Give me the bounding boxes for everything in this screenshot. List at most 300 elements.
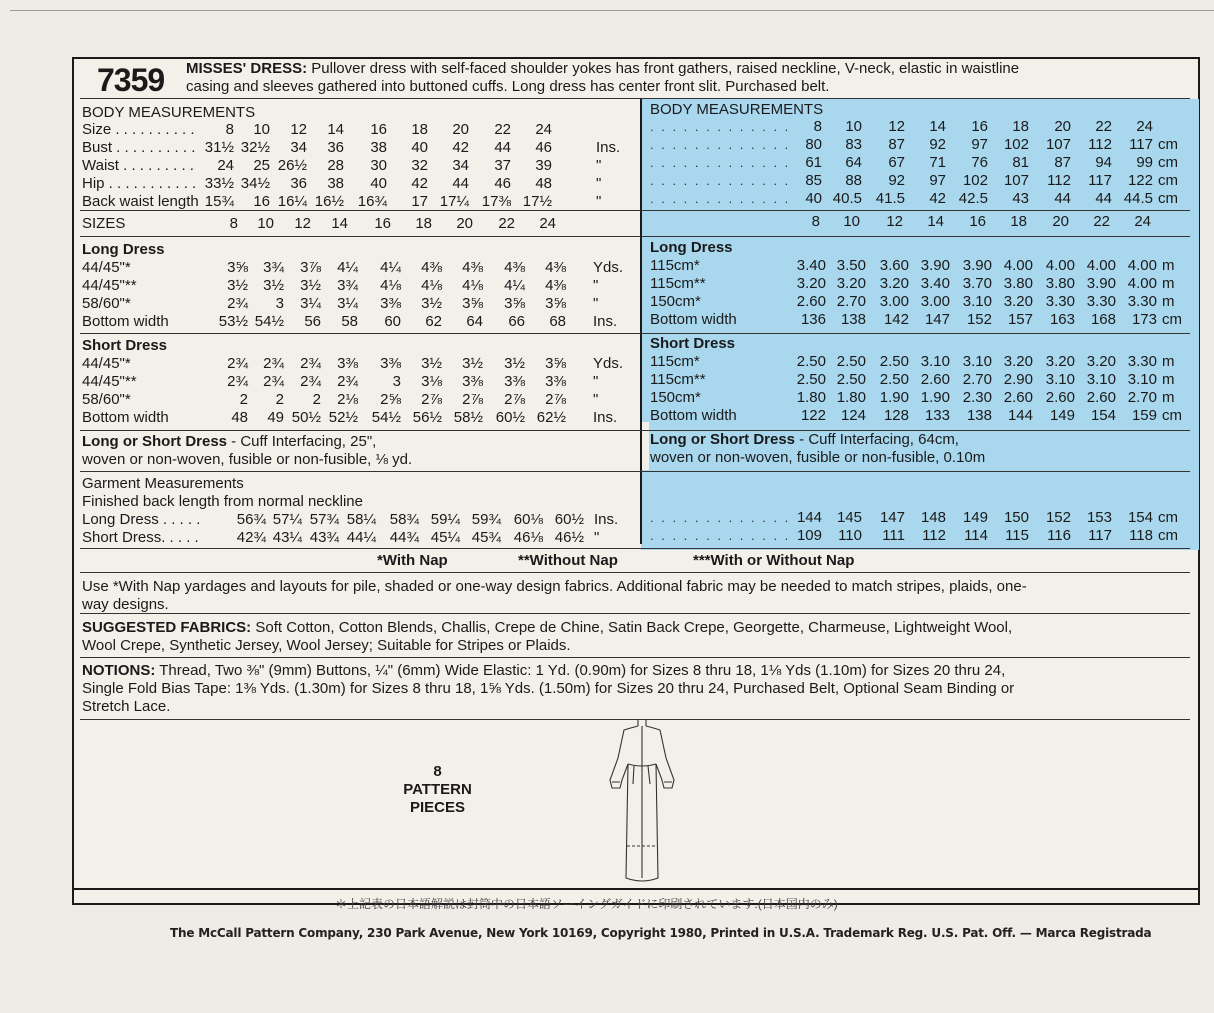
table-cell: 145: [836, 509, 862, 526]
table-cell: 14: [331, 215, 348, 232]
table-cell: 56¾: [236, 511, 266, 528]
table-cell: 3⅛: [421, 373, 442, 390]
table-cell: 1.80: [836, 389, 866, 406]
metric-cuff-heading: Long or Short Dress: [650, 431, 796, 448]
unit-label: Ins.: [593, 409, 618, 426]
metric-cuff-interfacing: [650, 431, 985, 467]
table-cell: 54½: [371, 409, 401, 426]
table-cell: 107: [1003, 172, 1029, 189]
leader-dots: . . . . . . . . . . . . .: [650, 173, 791, 188]
table-cell: 122: [800, 407, 826, 424]
garment-measurements-subheading: Finished back length from normal neckline: [82, 493, 363, 510]
table-cell: 42: [411, 175, 428, 192]
table-cell: 3½: [421, 295, 442, 312]
table-cell: 4⅛: [380, 277, 401, 294]
table-cell: 3⅜: [545, 373, 566, 390]
pattern-pieces-label-2: PIECES: [409, 799, 466, 816]
dress-illustration-icon: [600, 718, 685, 888]
table-cell: 18: [411, 121, 428, 138]
table-cell: 2.50: [796, 353, 826, 370]
table-cell: 16: [374, 215, 391, 232]
table-cell: 34: [452, 157, 469, 174]
table-cell: 3⅝: [462, 295, 483, 312]
table-cell: 2.90: [1003, 371, 1033, 388]
table-cell: 24: [539, 215, 556, 232]
table-cell: 3⅜: [504, 373, 525, 390]
table-cell: 46: [494, 175, 511, 192]
table-cell: 3.80: [1003, 275, 1033, 292]
table-cell: 2.60: [796, 293, 826, 310]
table-cell: 116: [1047, 527, 1071, 544]
table-cell: 3¾: [263, 259, 284, 276]
table-cell: 2¾: [263, 373, 284, 390]
table-cell: 22: [1095, 118, 1112, 135]
table-cell: 58¼: [346, 511, 376, 528]
table-cell: 2¾: [300, 355, 321, 372]
table-cell: 12: [294, 215, 311, 232]
table-cell: 57¾: [309, 511, 339, 528]
leader-dots: . . . . . . . . . . . . .: [650, 191, 791, 206]
table-cell: 114: [964, 527, 988, 544]
table-cell: 8: [813, 118, 822, 135]
table-cell: 46½: [554, 529, 584, 546]
table-cell: 112: [922, 527, 946, 544]
table-cell: 1.80: [796, 389, 826, 406]
table-cell: 43¾: [309, 529, 339, 546]
table-cell: 118: [1129, 527, 1153, 544]
table-cell: 43¼: [272, 529, 302, 546]
unit-label: cm: [1158, 527, 1178, 544]
table-cell: 4.00: [1045, 257, 1075, 274]
table-cell: 16: [370, 121, 387, 138]
table-cell: 142: [883, 311, 909, 328]
japanese-sewing-guide-note: ＊上記表の日本語解説は封筒中の日本語ソーイングガイドに印刷されています.(日本国内のみ): [335, 897, 838, 911]
description-line-1: Pullover dress with self-faced shoulder yokes has front gathers, raised neckline, V-neck, elastic in waistline: [311, 60, 1020, 77]
table-cell: 94: [1095, 154, 1112, 171]
row-label: 150cm*: [650, 293, 701, 310]
table-cell: 97: [929, 172, 946, 189]
table-cell: 18: [1010, 213, 1027, 230]
table-cell: 2.50: [796, 371, 826, 388]
table-cell: 3.20: [1086, 353, 1116, 370]
table-cell: 57¼: [272, 511, 302, 528]
table-cell: 154: [1090, 407, 1116, 424]
column-divider: [640, 99, 642, 544]
table-cell: 58: [341, 313, 358, 330]
notions-line-1: Thread, Two ⅜" (9mm) Buttons, ¼" (6mm) Wide Elastic: 1 Yd. (0.90m) for Sizes 8 thru 18, 1⅛ Yds (1.10m) for Sizes 20 thru 24,: [155, 662, 1006, 679]
table-cell: 2: [239, 391, 248, 408]
table-cell: 4¼: [504, 277, 525, 294]
row-label: Back waist length: [82, 193, 199, 210]
row-label: Bottom width: [650, 311, 737, 328]
unit-label: ": [593, 391, 599, 408]
table-cell: 59¼: [430, 511, 460, 528]
table-cell: 17⅜: [481, 193, 511, 210]
table-cell: 2⅞: [545, 391, 566, 408]
unit-label: m: [1162, 293, 1175, 310]
imperial-cuff-line-2: woven or non-woven, fusible or non-fusible, ⅛ yd.: [82, 451, 413, 468]
table-cell: 2.50: [879, 371, 909, 388]
table-cell: 2.50: [836, 353, 866, 370]
table-cell: 138: [840, 311, 866, 328]
unit-label: cm: [1158, 154, 1178, 171]
table-cell: 48: [231, 409, 248, 426]
description-line-2: casing and sleeves gathered into buttoned cuffs. Long dress has center front slit. Purchased belt.: [186, 78, 830, 95]
row-label: Bottom width: [82, 409, 169, 426]
table-cell: 2.60: [1086, 389, 1116, 406]
table-cell: 17½: [522, 193, 552, 210]
unit-label: cm: [1158, 172, 1178, 189]
unit-label: ": [596, 175, 602, 192]
legend-with-nap: *With Nap: [377, 552, 448, 569]
table-cell: 136: [800, 311, 826, 328]
table-cell: 42: [452, 139, 469, 156]
table-cell: 20: [1052, 213, 1069, 230]
table-cell: 40.5: [832, 190, 862, 207]
table-cell: 3⅝: [545, 355, 566, 372]
table-cell: 16¼: [277, 193, 307, 210]
table-cell: 2: [275, 391, 284, 408]
table-cell: 14: [327, 121, 344, 138]
table-cell: 64: [845, 154, 862, 171]
table-cell: 3.40: [920, 275, 950, 292]
unit-label: m: [1162, 371, 1175, 388]
table-cell: 147: [924, 311, 950, 328]
unit-label: Yds.: [593, 259, 624, 276]
table-cell: 2.70: [1127, 389, 1157, 406]
table-cell: 92: [888, 172, 905, 189]
table-cell: 22: [1093, 213, 1110, 230]
table-cell: 46: [535, 139, 552, 156]
table-cell: 3⅞: [300, 259, 321, 276]
table-cell: 2¾: [227, 355, 248, 372]
table-cell: 20: [1054, 118, 1071, 135]
table-cell: 3.30: [1127, 293, 1157, 310]
imperial-body-measurements-heading: BODY MEASUREMENTS: [82, 104, 256, 121]
table-cell: 2¾: [263, 355, 284, 372]
imperial-long-dress-heading: Long Dress: [82, 241, 165, 258]
table-cell: 147: [879, 509, 905, 526]
unit-label: Ins.: [594, 511, 619, 528]
table-cell: 2⅛: [337, 391, 358, 408]
garment-measurements-heading: Garment Measurements: [82, 475, 244, 492]
table-cell: 8: [811, 213, 820, 230]
table-cell: 3¾: [337, 277, 358, 294]
table-cell: 115: [1005, 527, 1029, 544]
table-cell: 44¾: [389, 529, 419, 546]
table-cell: 24: [217, 157, 234, 174]
table-cell: 3.30: [1127, 353, 1157, 370]
unit-label: m: [1162, 275, 1175, 292]
imperial-short-dress-heading: Short Dress: [82, 337, 168, 354]
table-cell: 3.20: [796, 275, 826, 292]
table-cell: 150: [1003, 509, 1029, 526]
pattern-description: [186, 60, 1019, 77]
envelope-edge: [10, 10, 1214, 12]
table-cell: 22: [494, 121, 511, 138]
table-cell: 56½: [412, 409, 442, 426]
table-cell: 159: [1131, 407, 1157, 424]
table-cell: 2¾: [227, 295, 248, 312]
table-cell: 36: [327, 139, 344, 156]
table-cell: 14: [927, 213, 944, 230]
table-cell: 3.20: [1003, 353, 1033, 370]
unit-label: cm: [1158, 190, 1178, 207]
table-cell: 117: [1129, 136, 1153, 153]
table-cell: 41.5: [875, 190, 905, 207]
table-cell: 44: [452, 175, 469, 192]
table-cell: 56: [304, 313, 321, 330]
table-cell: 88: [845, 172, 862, 189]
table-cell: 92: [929, 136, 946, 153]
pattern-title: MISSES' DRESS:: [186, 60, 308, 77]
table-cell: 3½: [263, 277, 284, 294]
table-cell: 15¾: [204, 193, 234, 210]
table-cell: 2.50: [879, 353, 909, 370]
unit-label: ": [593, 295, 599, 312]
unit-label: m: [1162, 257, 1175, 274]
table-cell: 3.90: [1086, 275, 1116, 292]
table-cell: 31½: [204, 139, 234, 156]
table-cell: 40: [411, 139, 428, 156]
table-cell: 81: [1012, 154, 1029, 171]
table-cell: 40: [805, 190, 822, 207]
table-cell: 2: [312, 391, 321, 408]
table-cell: 3.30: [1045, 293, 1075, 310]
table-cell: 12: [290, 121, 307, 138]
table-cell: 44¼: [346, 529, 376, 546]
table-cell: 33½: [204, 175, 234, 192]
table-cell: 3.10: [1045, 371, 1075, 388]
table-cell: 112: [1047, 172, 1071, 189]
table-cell: 3.90: [962, 257, 992, 274]
table-cell: 2¾: [337, 373, 358, 390]
table-cell: 3.20: [1003, 293, 1033, 310]
table-cell: 38: [370, 139, 387, 156]
table-cell: 3½: [227, 277, 248, 294]
table-cell: 148: [920, 509, 946, 526]
table-cell: 12: [888, 118, 905, 135]
row-label: SIZES: [82, 215, 126, 232]
table-cell: 3⅝: [545, 295, 566, 312]
table-cell: 2¾: [300, 373, 321, 390]
table-cell: 144: [1007, 407, 1033, 424]
table-cell: 152: [966, 311, 992, 328]
nap-note: [82, 578, 1027, 614]
table-cell: 60½: [554, 511, 584, 528]
table-cell: 4⅛: [421, 277, 442, 294]
row-label: Long Dress . . . . .: [82, 511, 201, 528]
row-label: 44/45"*: [82, 259, 131, 276]
unit-label: Ins.: [593, 313, 618, 330]
table-cell: 48: [535, 175, 552, 192]
table-cell: 59¾: [471, 511, 501, 528]
table-cell: 154: [1127, 509, 1153, 526]
unit-label: ": [593, 277, 599, 294]
table-cell: 8: [225, 121, 234, 138]
table-cell: 32½: [240, 139, 270, 156]
legend-without-nap: **Without Nap: [518, 552, 618, 569]
publisher-footer: The McCall Pattern Company, 230 Park Avenue, New York 10169, Copyright 1980, Printed in U.S.A. Trademark Reg. U.S. Pat. Off. — Marca Registrada: [170, 926, 1152, 940]
row-label: 115cm**: [650, 371, 706, 388]
row-label: 44/45"*: [82, 355, 131, 372]
table-cell: 10: [253, 121, 270, 138]
table-cell: 2.60: [1003, 389, 1033, 406]
table-cell: 80: [805, 136, 822, 153]
leader-dots: . . . . . . . . . . . . .: [650, 528, 791, 543]
table-cell: 1.90: [879, 389, 909, 406]
table-cell: 2⅞: [504, 391, 525, 408]
row-label: Bottom width: [82, 313, 169, 330]
table-cell: 4.00: [1086, 257, 1116, 274]
table-cell: 44: [1095, 190, 1112, 207]
table-cell: 3.10: [1127, 371, 1157, 388]
nap-note-line-2: way designs.: [82, 596, 169, 613]
table-cell: 117: [1088, 172, 1112, 189]
row-label: Waist . . . . . . . . .: [82, 157, 194, 174]
table-cell: 138: [966, 407, 992, 424]
row-label: Bust . . . . . . . . . .: [82, 139, 196, 156]
table-cell: 4⅜: [462, 259, 483, 276]
row-label: 115cm*: [650, 257, 700, 274]
table-cell: 40: [370, 175, 387, 192]
table-cell: 16: [971, 118, 988, 135]
table-cell: 16: [253, 193, 270, 210]
metric-body-measurements-heading: BODY MEASUREMENTS: [650, 101, 824, 118]
table-cell: 149: [1049, 407, 1075, 424]
row-label: 58/60"*: [82, 391, 131, 408]
table-cell: 3.60: [879, 257, 909, 274]
table-cell: 67: [888, 154, 905, 171]
table-cell: 4⅜: [421, 259, 442, 276]
table-cell: 46⅛: [513, 529, 543, 546]
table-cell: 3.00: [879, 293, 909, 310]
table-cell: 42: [929, 190, 946, 207]
table-cell: 62: [425, 313, 442, 330]
suggested-fabrics-line-1: Soft Cotton, Cotton Blends, Challis, Crepe de Chine, Satin Back Crepe, Georgette, Charmeuse, Lightweight Wool,: [251, 619, 1013, 636]
table-cell: 60⅛: [513, 511, 543, 528]
table-cell: 38: [327, 175, 344, 192]
table-cell: 39: [535, 157, 552, 174]
metric-cuff-line-1: - Cuff Interfacing, 64cm,: [795, 431, 959, 448]
table-cell: 2⅞: [421, 391, 442, 408]
unit-label: cm: [1162, 311, 1182, 328]
suggested-fabrics-line-2: Wool Crepe, Synthetic Jersey, Wool Jersey; Suitable for Stripes or Plaids.: [82, 637, 571, 654]
table-cell: 2.60: [1045, 389, 1075, 406]
row-label: 150cm*: [650, 389, 701, 406]
table-cell: 50½: [291, 409, 321, 426]
row-label: 44/45"**: [82, 373, 137, 390]
leader-dots: . . . . . . . . . . . . .: [650, 119, 791, 134]
table-cell: 2.30: [962, 389, 992, 406]
table-cell: 87: [1054, 154, 1071, 171]
table-cell: 18: [415, 215, 432, 232]
table-cell: 37: [494, 157, 511, 174]
table-cell: 2.70: [962, 371, 992, 388]
suggested-fabrics-heading: SUGGESTED FABRICS:: [82, 619, 252, 636]
legend-with-or-without-nap: ***With or Without Nap: [693, 552, 855, 569]
pattern-pieces-count: [385, 763, 490, 817]
table-cell: 3: [392, 373, 401, 390]
table-cell: 52½: [328, 409, 358, 426]
table-cell: 25: [253, 157, 270, 174]
table-cell: 111: [882, 527, 905, 544]
table-cell: 3½: [421, 355, 442, 372]
table-cell: 153: [1086, 509, 1112, 526]
table-cell: 54½: [254, 313, 284, 330]
divider-header: [80, 98, 1190, 99]
table-cell: 60½: [495, 409, 525, 426]
imperial-cuff-interfacing: [82, 433, 412, 469]
row-label: 44/45"**: [82, 277, 137, 294]
unit-label: m: [1162, 353, 1175, 370]
table-cell: 109: [796, 527, 822, 544]
table-cell: 2.50: [836, 371, 866, 388]
table-cell: 16: [969, 213, 986, 230]
table-cell: 3.90: [920, 257, 950, 274]
table-cell: 45¾: [471, 529, 501, 546]
table-cell: 3⅜: [380, 295, 401, 312]
table-cell: 3¼: [337, 295, 358, 312]
table-cell: 68: [549, 313, 566, 330]
table-cell: 2⅞: [462, 391, 483, 408]
table-cell: 58½: [453, 409, 483, 426]
notions-line-2: Single Fold Bias Tape: 1⅜ Yds. (1.30m) for Sizes 8 thru 18, 1⅝ Yds. (1.50m) for Sizes 20 thru 24, Purchased Belt, Optional Seam Binding or: [82, 680, 1015, 697]
table-cell: 2.60: [920, 371, 950, 388]
table-cell: 4¼: [337, 259, 358, 276]
nap-note-line-1: Use *With Nap yardages and layouts for pile, shaded or one-way design fabrics. Additional fabric may be needed to match stripes, plaids, one-: [82, 578, 1027, 595]
pattern-number: 7359: [97, 62, 165, 98]
table-cell: 66: [508, 313, 525, 330]
table-cell: 42.5: [958, 190, 988, 207]
imperial-cuff-line-1: - Cuff Interfacing, 25",: [227, 433, 377, 450]
table-cell: 3.00: [920, 293, 950, 310]
table-cell: 99: [1136, 154, 1153, 171]
table-cell: 2¾: [227, 373, 248, 390]
table-cell: 49: [267, 409, 284, 426]
table-cell: 149: [962, 509, 988, 526]
table-cell: 173: [1131, 311, 1157, 328]
table-cell: 4.00: [1127, 257, 1157, 274]
table-cell: 53½: [218, 313, 248, 330]
table-cell: 124: [840, 407, 866, 424]
table-cell: 3.10: [962, 353, 992, 370]
table-cell: 4⅜: [545, 277, 566, 294]
table-cell: 3.20: [836, 275, 866, 292]
divider-cuff: [80, 430, 1190, 431]
table-cell: 3⅝: [227, 259, 248, 276]
row-label: 115cm*: [650, 353, 700, 370]
table-cell: 22: [498, 215, 515, 232]
table-cell: 30: [370, 157, 387, 174]
table-cell: 24: [535, 121, 552, 138]
divider-nap: [80, 548, 1190, 549]
table-cell: 3⅜: [462, 373, 483, 390]
unit-label: cm: [1158, 136, 1178, 153]
table-cell: 144: [796, 509, 822, 526]
table-cell: 44.5: [1123, 190, 1153, 207]
pattern-pieces-label-1: PATTERN: [403, 781, 472, 798]
table-cell: 4.00: [1003, 257, 1033, 274]
table-cell: 4.00: [1127, 275, 1157, 292]
unit-label: cm: [1158, 509, 1178, 526]
table-cell: 152: [1045, 509, 1071, 526]
table-cell: 87: [888, 136, 905, 153]
table-cell: 26½: [277, 157, 307, 174]
table-cell: 2.70: [836, 293, 866, 310]
unit-label: cm: [1162, 407, 1182, 424]
divider-long-short: [80, 333, 1190, 334]
